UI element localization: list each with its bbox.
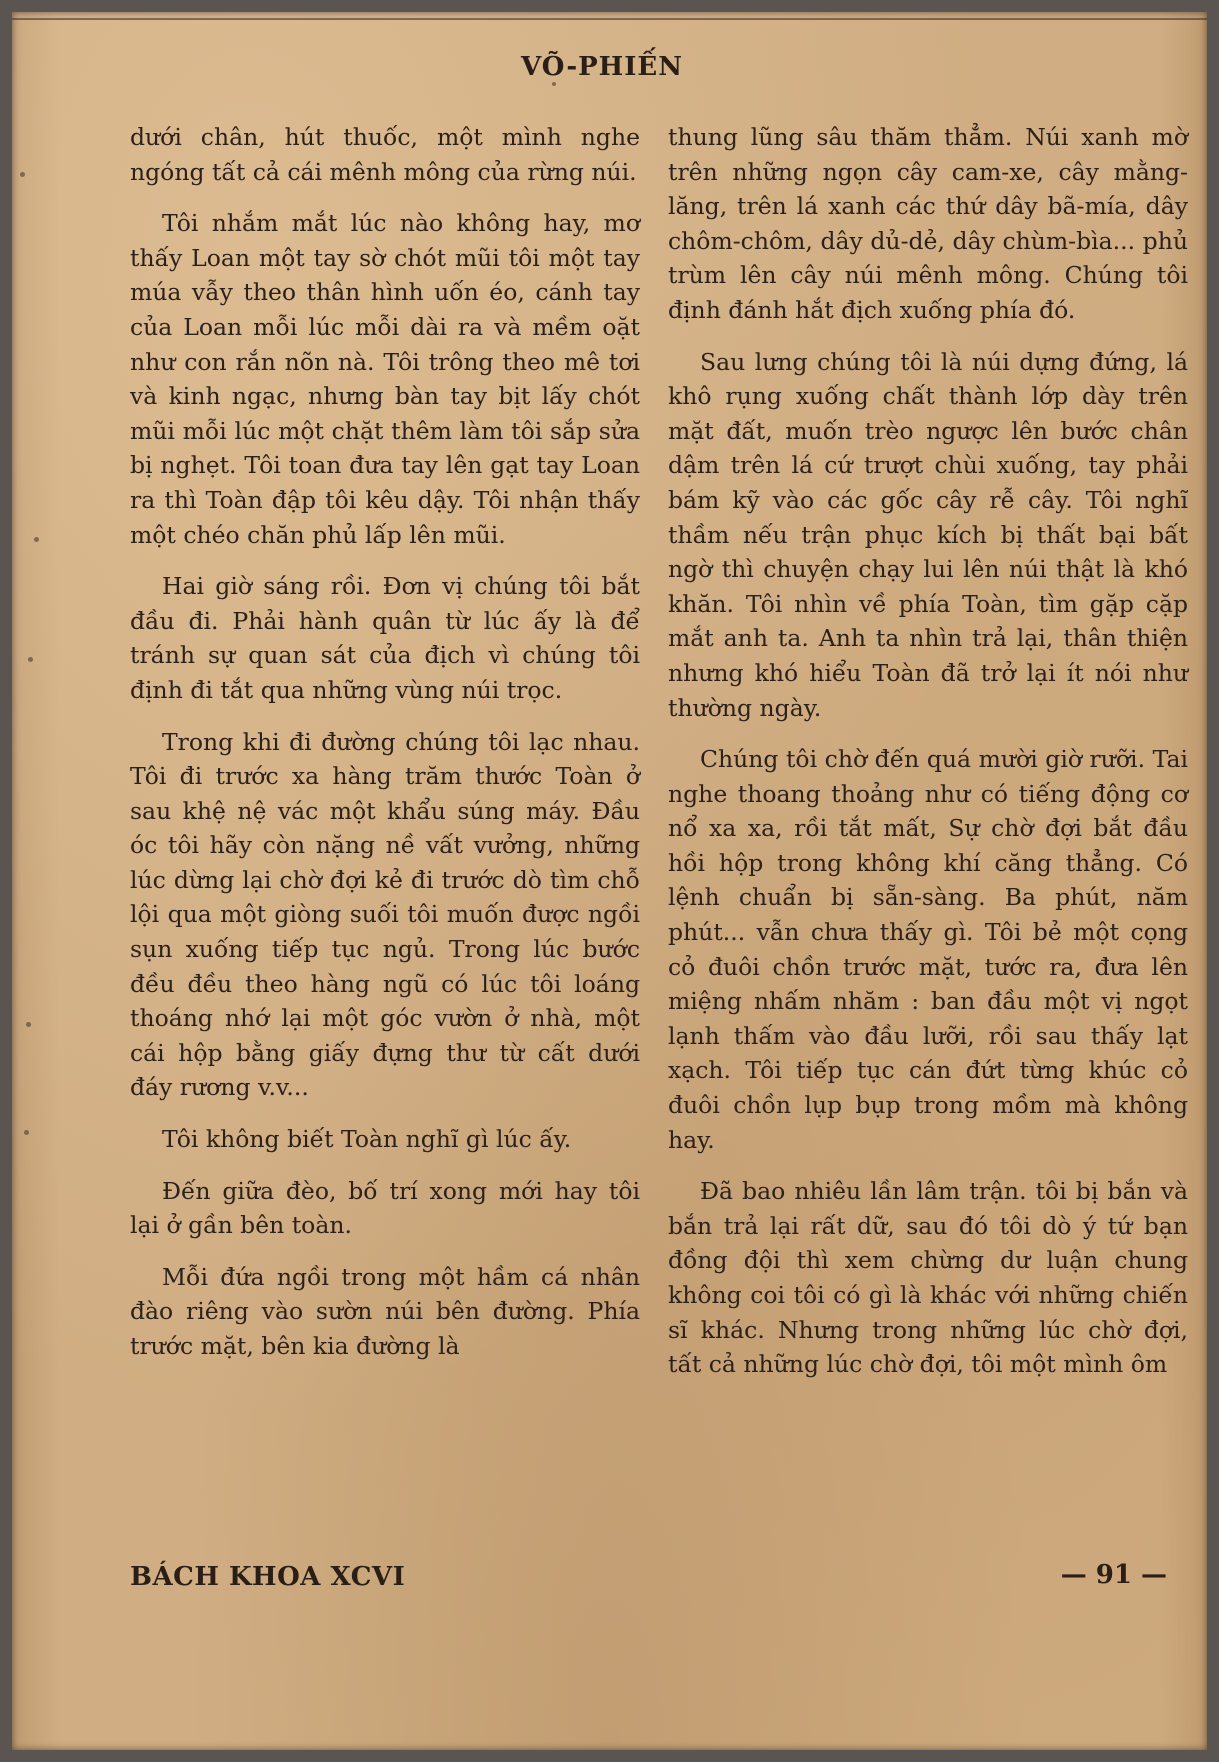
right-paragraph-1: thung lũng sâu thăm thẳm. Núi xanh mờ trên những ngọn cây cam-xe, cây mằng-lăng, trên lá xanh các thứ dây bã-mía, dây chôm-chôm, dây dủ-dẻ, dây chùm-bìa... phủ trùm lên cây núi mênh mông. Chúng tôi định đánh hắt địch xuống phía đó. <box>668 123 1188 324</box>
top-rule <box>12 18 1207 20</box>
right-paragraph-2: Sau lưng chúng tôi là núi dựng đứng, lá khô rụng xuống chất thành lớp dày trên mặt đất, muốn trèo ngược lên bước chân dậm trên lá cứ trượt chùi xuống, tay phải bám kỹ vào các gốc cây rễ cây. Tôi nghĩ thầm nếu trận phục kích bị thất bại bất ngờ thì chuyện chạy lui lên núi thật là khó khăn. Tôi nhìn về phía Toàn, tìm gặp cặp mắt anh ta. Anh ta nhìn trả lại, thân thiện nhưng khó hiểu Toàn đã trở lại ít nói như thường ngày. <box>668 347 1188 722</box>
magazine-page <box>12 12 1207 1750</box>
right-paragraph-4: Đã bao nhiêu lần lâm trận. tôi bị bắn và bắn trả lại rất dữ, sau đó tôi dò ý tứ bạn đồng đội thì xem chừng dư luận chung không coi tôi có gì là khác với những chiến sĩ khác. Nhưng trong những lúc chờ đợi, tất cả những lúc chờ đợi, tôi một mình ôm <box>668 1177 1188 1379</box>
running-head-author: VÕ-PHIẾN <box>521 52 683 82</box>
footer-page-number: — 91 — <box>1060 1560 1167 1590</box>
left-paragraph-7: Mỗi đứa ngồi trong một hầm cá nhân đào riêng vào sườn núi bên đường. Phía trước mặt, bên kia đường là <box>130 1262 640 1360</box>
left-column <box>130 120 640 1381</box>
left-paragraph-4: Trong khi đi đường chúng tôi lạc nhau. Tôi đi trước xa hàng trăm thước Toàn ở sau khệ nệ vác một khẩu súng máy. Đầu óc tôi hãy còn nặng nề vất vưởng, những lúc dừng lại chờ đợi kẻ đi trước dò tìm chỗ lội qua một giòng suối tôi muốn được ngồi sụn xuống tiếp tục ngủ. Trong lúc bước đều đều theo hàng ngũ có lúc tôi loáng thoáng nhớ lại một góc vườn ở nhà, một cái hộp bằng giấy đựng thư từ cất dưới đáy rương v.v... <box>130 727 640 1102</box>
right-column <box>668 120 1188 1399</box>
footer-magazine-title: BÁCH KHOA XCVI <box>130 1562 406 1592</box>
right-paragraph-3: Chúng tôi chờ đến quá mười giờ rưỡi. Tai nghe thoang thoảng như có tiếng động cơ nổ xa xa, rồi tắt mất, Sự chờ đợi bắt đầu hồi hộp trong không khí căng thẳng. Có lệnh chuẩn bị sẵn-sàng. Ba phút, năm phút... vẫn chưa thấy gì. Tôi bẻ một cọng cỏ đuôi chồn trước mặt, tước ra, đưa lên miệng nhấm nhăm : ban đầu một vị ngọt lạnh thấm vào đầu lưỡi, rồi sau thấy lạt xạch. Tôi tiếp tục cán đứt từng khúc cỏ đuôi chồn lụp bụp trong mồm mà không hay. <box>668 745 1188 1154</box>
left-paragraph-3: Hai giờ sáng rồi. Đơn vị chúng tôi bắt đầu đi. Phải hành quân từ lúc ấy là để tránh sự quan sát của địch vì chúng tôi định đi tắt qua những vùng núi trọc. <box>130 572 640 704</box>
left-paragraph-5: Tôi không biết Toàn nghĩ gì lúc ấy. <box>162 1125 572 1154</box>
left-paragraph-2: Tôi nhắm mắt lúc nào không hay, mơ thấy Loan một tay sờ chót mũi tôi một tay múa vẫy theo thân hình uốn éo, cánh tay của Loan mỗi lúc mỗi dài ra và mềm oặt như con rắn nõn nà. Tôi trông theo mê tơi và kinh ngạc, nhưng bàn tay bịt lấy chót mũi mỗi lúc một chặt thêm làm tôi sắp sửa bị nghẹt. Tôi toan đưa tay lên gạt tay Loan ra thì Toàn đập tôi kêu dậy. Tôi nhận thấy một chéo chăn phủ lấp lên mũi. <box>130 209 640 549</box>
left-paragraph-6: Đến giữa đèo, bố trí xong mới hay tôi lại ở gần bên toàn. <box>130 1176 640 1240</box>
left-paragraph-1: dưới chân, hút thuốc, một mình nghe ngóng tất cả cái mênh mông của rừng núi. <box>130 123 640 186</box>
